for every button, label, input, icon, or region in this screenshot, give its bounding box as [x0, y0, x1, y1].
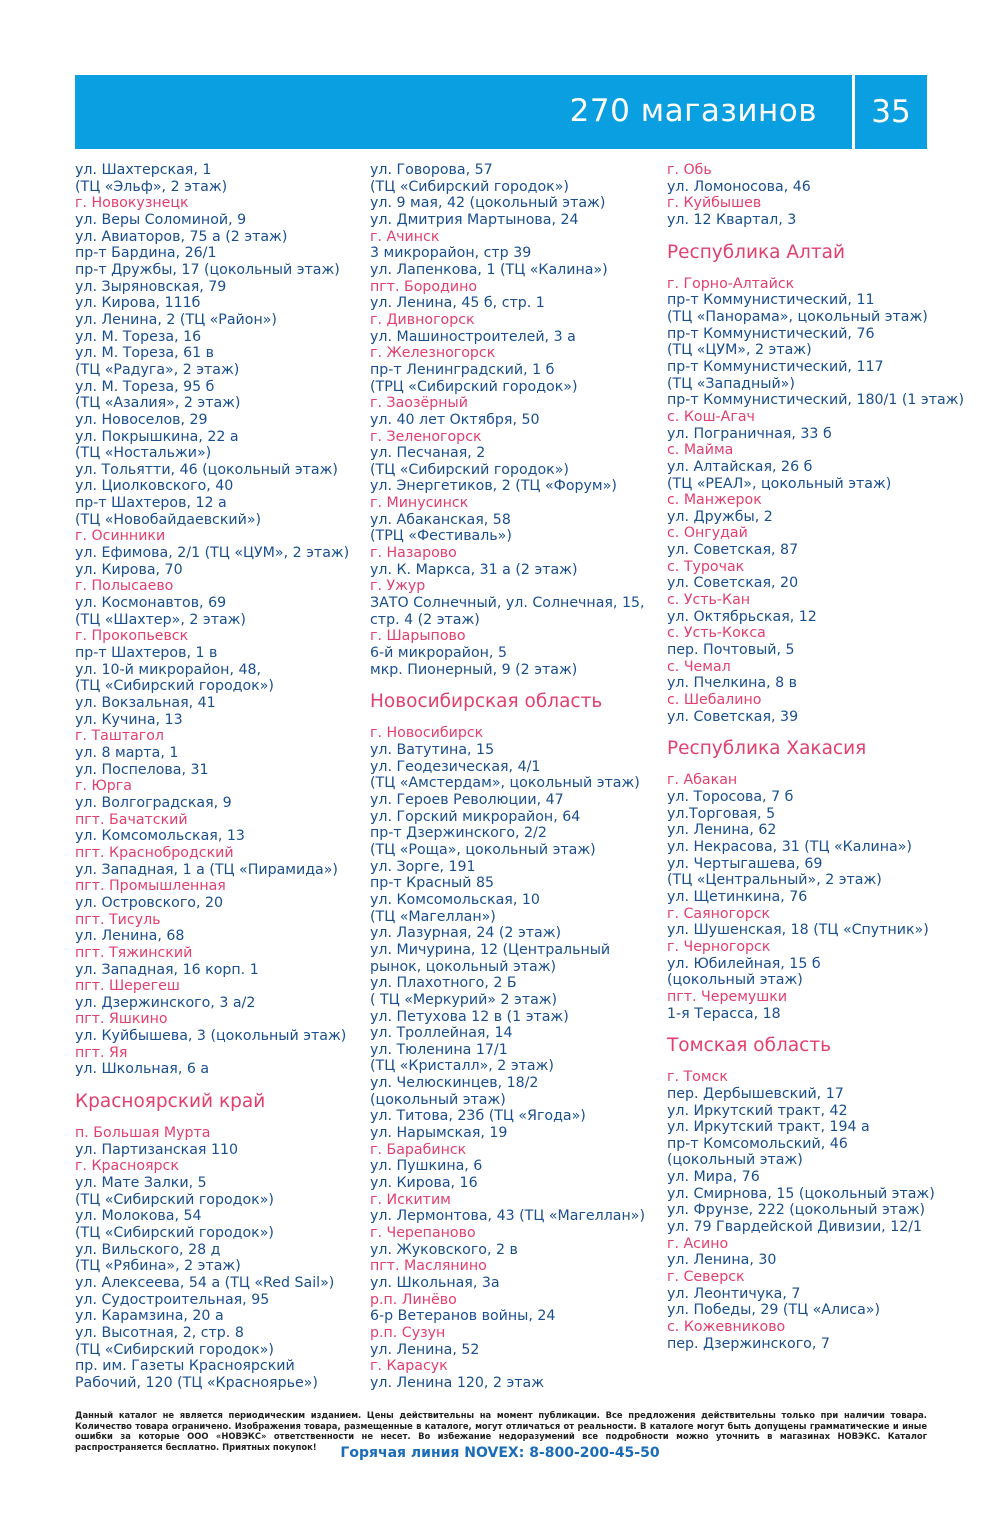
store-address: ул. Пушкина, 6	[370, 1158, 483, 1175]
store-address: ул. 10-й микрорайон, 48,	[75, 661, 262, 678]
city-name: г. Томск	[667, 1069, 728, 1086]
city-name: г. Асино	[667, 1235, 729, 1252]
store-address: ул. Партизанская 110	[75, 1141, 239, 1158]
store-address: ул. Школьная, 6 а	[75, 1061, 210, 1078]
city-name: р.п. Линёво	[370, 1291, 457, 1308]
store-address: ул. Зыряновская, 79	[75, 278, 227, 295]
store-address: (ТЦ «Ностальжи»)	[75, 445, 212, 462]
store-address: (ТЦ «ЦУМ», 2 этаж)	[667, 342, 812, 359]
region-heading: Томская область	[667, 1035, 832, 1057]
store-address: пр-т Комсомольский, 46	[667, 1135, 848, 1152]
store-address: ул. Судостроительная, 95	[75, 1291, 270, 1308]
store-address: ул. Советская, 39	[667, 708, 799, 725]
store-address: пр. им. Газеты Красноярский	[75, 1358, 295, 1375]
city-name: пгт. Промышленная	[75, 878, 226, 895]
city-name: г. Ужур	[370, 578, 426, 595]
store-address: ул. Фрунзе, 222 (цокольный этаж)	[667, 1202, 926, 1219]
store-address: (цокольный этаж)	[667, 1152, 803, 1169]
store-address: ул. 12 Квартал, 3	[667, 211, 797, 228]
store-address: (ТЦ «Сибирский городок»)	[75, 1225, 274, 1242]
city-name: г. Шарыпово	[370, 628, 466, 645]
store-address: ул. Кучина, 13	[75, 711, 183, 728]
region-heading: Республика Хакасия	[667, 738, 867, 760]
store-column-1	[75, 162, 349, 1392]
store-address: ул. Циолковского, 40	[75, 478, 234, 495]
store-address: ул. Советская, 87	[667, 542, 799, 559]
store-address: (ТЦ «Сибирский городок»)	[370, 461, 569, 478]
store-address: ул. Тольятти, 46 (цокольный этаж)	[75, 461, 338, 478]
store-address: пр-т Красный 85	[370, 875, 495, 892]
store-column-3	[667, 162, 964, 1352]
store-address: ул. Леонтичука, 7	[667, 1285, 801, 1302]
store-address: ул. Покрышкина, 22 а	[75, 428, 239, 445]
store-address: 6-р Ветеранов войны, 24	[370, 1308, 556, 1325]
store-address: ул. Ватутина, 15	[370, 742, 495, 758]
store-address: 3 микрорайон, стр 39	[370, 245, 532, 262]
city-name: г. Карасук	[370, 1358, 448, 1375]
city-name: с. Усть-Кокса	[667, 625, 766, 642]
city-name: г. Черногорск	[667, 938, 771, 955]
store-address: ул. Кирова, 16	[370, 1175, 478, 1192]
city-name: г. Куйбышев	[667, 195, 762, 212]
store-address: ул. Космонавтов, 69	[75, 595, 227, 612]
store-address: ул. Алексеева, 54 а (ТЦ «Red Sail»)	[75, 1275, 335, 1291]
city-name: г. Минусинск	[370, 495, 469, 512]
store-address: (ТЦ «Магеллан»)	[370, 908, 496, 925]
city-name: пгт. Тисуль	[75, 911, 161, 928]
store-address: ул. Тюленина 17/1	[370, 1041, 508, 1058]
store-address: ул. Смирнова, 15 (цокольный этаж)	[667, 1185, 935, 1202]
store-address: ул. Вокзальная, 41	[75, 695, 216, 711]
store-address: ул. Ленина, 62	[667, 822, 777, 839]
store-address: ул. Горский микрорайон, 64	[370, 808, 581, 825]
city-name: с. Манжерок	[667, 492, 762, 509]
store-address: ул. 8 марта, 1	[75, 744, 179, 761]
city-name: г. Прокопьевск	[75, 628, 189, 645]
store-address: ул. Волгоградская, 9	[75, 794, 232, 811]
city-name: г. Барабинск	[370, 1141, 467, 1158]
store-address: ул. Авиаторов, 75 а (2 этаж)	[75, 228, 288, 245]
store-address: ул. Школьная, 3а	[370, 1275, 500, 1291]
store-address: ( ТЦ «Меркурий» 2 этаж)	[370, 991, 558, 1008]
city-name: г. Красноярск	[75, 1158, 179, 1175]
store-address: ул. Октябрьская, 12	[667, 608, 817, 625]
store-address: (ТЦ «Центральный», 2 этаж)	[667, 872, 882, 889]
store-address: (ТЦ «Роща», цокольный этаж)	[370, 841, 596, 858]
city-name: пгт. Шерегеш	[75, 978, 180, 995]
store-address: ул. Островского, 20	[75, 894, 224, 911]
store-address: ул. 9 мая, 42 (цокольный этаж)	[370, 195, 606, 212]
store-address: ул. Петухова 12 в (1 этаж)	[370, 1008, 569, 1025]
store-address: ул. Шушенская, 18 (ТЦ «Спутник»)	[667, 922, 929, 939]
store-address: ул. Ленина, 2 (ТЦ «Район»)	[75, 311, 277, 328]
city-name: пгт. Яшкино	[75, 1011, 168, 1028]
store-address: ул. Жуковского, 2 в	[370, 1241, 518, 1258]
store-address: ул. Плахотного, 2 Б	[370, 975, 517, 992]
store-address: (ТЦ «Эльф», 2 этаж)	[75, 178, 228, 195]
store-address: Рабочий, 120 (ТЦ «Красноярье»)	[75, 1374, 318, 1391]
store-address: ул. Вильского, 28 д	[75, 1241, 221, 1258]
store-address: ул. Щетинкина, 76	[667, 888, 808, 905]
store-address: (ТЦ «Амстердам», цокольный этаж)	[370, 775, 640, 792]
city-name: г. Зеленогорск	[370, 428, 482, 445]
store-address: ул. Лазурная, 24 (2 этаж)	[370, 925, 562, 942]
city-name: пгт. Краснобродский	[75, 844, 234, 861]
city-name: г. Абакан	[667, 772, 738, 789]
store-address: ул. Комсомольская, 10	[370, 891, 540, 908]
disclaimer-text: Данный каталог не является периодическим изданием. Цены действительны на момент публикации. Все предложения действительны только при наличии товара. Количество товара ограничено. Изображения товара, размещенные в каталоге, могут отличаться от реальности. В каталоге могут быть допущены грамматические и иные ошибки за которые ООО «НОВЭКС» ответственности не несет. Во избежание недоразумений все подробности можно уточнить в магазинах НОВЭКС. Каталог распространяется бесплатно. Приятных покупок!	[75, 1410, 927, 1452]
city-name: г. Железногорск	[370, 345, 496, 362]
store-address: (цокольный этаж)	[370, 1091, 506, 1108]
store-address: пр-т Коммунистический, 76	[667, 325, 875, 342]
store-address: пер. Дербышевский, 17	[667, 1085, 844, 1102]
store-address: пр-т Шахтеров, 1 в	[75, 645, 218, 662]
store-address: ул. Челюскинцев, 18/2	[370, 1075, 539, 1092]
store-address: ул. Куйбышева, 3 (цокольный этаж)	[75, 1028, 347, 1045]
store-address: ул. Алтайская, 26 б	[667, 458, 813, 475]
city-name: г. Обь	[667, 162, 712, 178]
store-address: ул. Ленина, 30	[667, 1252, 777, 1269]
store-address: (ТЦ «Радуга», 2 этаж)	[75, 361, 240, 378]
city-name: г. Искитим	[370, 1191, 451, 1208]
store-address: (ТЦ «Шахтер», 2 этаж)	[75, 611, 246, 628]
store-address: пр-т Бардина, 26/1	[75, 245, 217, 262]
city-name: г. Заозёрный	[370, 395, 468, 412]
store-address: ул. Дмитрия Мартынова, 24	[370, 211, 579, 228]
page-number: 35	[871, 94, 911, 130]
store-address: ул. Пограничная, 33 б	[667, 425, 832, 442]
store-address: ул. М. Тореза, 16	[75, 328, 202, 345]
store-address: ул. Некрасова, 31 (ТЦ «Калина»)	[667, 838, 912, 855]
store-address: ул. К. Маркса, 31 а (2 этаж)	[370, 561, 578, 578]
city-name: пгт. Черемушки	[667, 988, 788, 1005]
store-address: ул. Ленина, 45 б, стр. 1	[370, 295, 545, 312]
store-address: пр-т Дзержинского, 2/2	[370, 825, 547, 842]
region-heading: Красноярский край	[75, 1091, 266, 1113]
store-address: ул. Лапенкова, 1 (ТЦ «Калина»)	[370, 261, 608, 278]
store-address: (ТЦ «Сибирский городок»)	[370, 178, 569, 195]
city-name: г. Осинники	[75, 528, 166, 545]
city-name: пгт. Бородино	[370, 278, 478, 295]
store-address: (ТЦ «Сибирский городок»)	[75, 678, 274, 695]
store-address: ул. Торосова, 7 б	[667, 789, 794, 805]
store-address: ул. Комсомольская, 13	[75, 828, 245, 845]
store-address: (цокольный этаж)	[667, 972, 803, 989]
store-address: пр-т Шахтеров, 12 а	[75, 495, 227, 512]
store-address: ул. Новоселов, 29	[75, 411, 208, 428]
city-name: с. Усть-Кан	[667, 592, 751, 609]
store-address: ул. 40 лет Октября, 50	[370, 411, 540, 428]
store-address: ул. Чертыгашева, 69	[667, 855, 823, 872]
store-address: рынок, цокольный этаж)	[370, 958, 557, 975]
store-address: (ТЦ «Новобайдаевский»)	[75, 511, 262, 528]
city-name: с. Кожевниково	[667, 1319, 786, 1336]
store-address: (ТЦ «Сибирский городок»)	[75, 1191, 274, 1208]
store-address: ул. Дружбы, 2	[667, 508, 773, 525]
city-name: г. Новосибирск	[370, 725, 484, 742]
store-address: ул. Песчаная, 2	[370, 445, 486, 462]
store-address: ул. Троллейная, 14	[370, 1025, 513, 1042]
store-address: ул. Говорова, 57	[370, 162, 493, 178]
store-address: ул. Геодезическая, 4/1	[370, 758, 541, 775]
store-address: ул. Дзержинского, 3 а/2	[75, 994, 256, 1011]
store-address: ул. Победы, 29 (ТЦ «Алиса»)	[667, 1302, 881, 1319]
store-address: 1-я Терасса, 18	[667, 1005, 781, 1022]
store-address: ул. Карамзина, 20 а	[75, 1308, 224, 1325]
page-header	[75, 75, 927, 149]
store-address: ул. Шахтерская, 1	[75, 162, 212, 178]
store-address: (ТЦ «РЕАЛ», цокольный этаж)	[667, 475, 892, 492]
store-address: ул. Зорге, 191	[370, 858, 476, 875]
store-address: ул. Абаканская, 58	[370, 511, 511, 528]
city-name: г. Горно-Алтайск	[667, 275, 795, 292]
store-address: пер. Дзержинского, 7	[667, 1335, 830, 1352]
store-address: ул. Ефимова, 2/1 (ТЦ «ЦУМ», 2 этаж)	[75, 545, 350, 562]
store-address: ул. Веры Соломиной, 9	[75, 211, 247, 228]
city-name: г. Таштагол	[75, 728, 164, 745]
store-address: (ТЦ «Азалия», 2 этаж)	[75, 395, 241, 412]
store-address: ул. Юбилейная, 15 б	[667, 955, 821, 972]
store-address: (ТЦ «Рябина», 2 этаж)	[75, 1258, 241, 1275]
store-address: ул. Ломоносова, 46	[667, 178, 811, 195]
city-name: г. Саяногорск	[667, 905, 771, 922]
city-name: с. Чемал	[667, 658, 731, 675]
store-address: ул. Ленина, 52	[370, 1341, 480, 1358]
store-address: пр-т Ленинградский, 1 б	[370, 361, 555, 378]
city-name: пгт. Маслянино	[370, 1258, 487, 1275]
city-name: г. Новокузнецк	[75, 195, 189, 212]
store-address: ул. Мира, 76	[667, 1169, 760, 1186]
city-name: г. Ачинск	[370, 228, 440, 245]
city-name: г. Назарово	[370, 545, 457, 562]
store-column-2	[370, 162, 645, 1392]
store-address: ул. Ленина, 68	[75, 928, 185, 945]
city-name: г. Юрга	[75, 778, 132, 795]
store-address: (ТЦ «Сибирский городок»)	[75, 1341, 274, 1358]
store-address: ЗАТО Солнечный, ул. Солнечная, 15,	[370, 595, 645, 612]
store-address: ул. Высотная, 2, стр. 8	[75, 1324, 244, 1341]
city-name: г. Дивногорск	[370, 311, 475, 328]
store-address: 6-й микрорайон, 5	[370, 645, 507, 662]
store-address: ул. Мате Залки, 5	[75, 1175, 207, 1192]
store-address: (ТЦ «Панорама», цокольный этаж)	[667, 308, 928, 325]
store-address: ул. Героев Революции, 47	[370, 791, 564, 808]
store-address: ул. Энергетиков, 2 (ТЦ «Форум»)	[370, 478, 617, 495]
store-address: пр-т Дружбы, 17 (цокольный этаж)	[75, 261, 340, 278]
store-address: ул. Машиностроителей, 3 а	[370, 328, 576, 345]
store-address: ул. Титова, 23б (ТЦ «Ягода»)	[370, 1108, 586, 1125]
store-address: ул. Кирова, 111б	[75, 295, 201, 312]
store-address: пр-т Коммунистический, 180/1 (1 этаж)	[667, 392, 964, 409]
hotline-text: Горячая линия NOVEX: 8-800-200-45-50	[340, 1445, 660, 1461]
store-address: ул. Нарымская, 19	[370, 1125, 508, 1142]
store-address: ул. М. Тореза, 61 в	[75, 345, 215, 362]
store-address: ул. Иркутский тракт, 42	[667, 1102, 848, 1119]
store-address: ул. Иркутский тракт, 194 а	[667, 1119, 870, 1136]
store-address: (ТЦ «Западный»)	[667, 375, 795, 392]
store-address: пер. Почтовый, 5	[667, 642, 795, 659]
store-address: ул. Западная, 16 корп. 1	[75, 961, 259, 978]
store-address: ул. Советская, 20	[667, 575, 799, 592]
store-address: ул. Поспелова, 31	[75, 761, 209, 778]
store-address: ул. Мичурина, 12 (Центральный	[370, 941, 611, 958]
city-name: с. Турочак	[667, 558, 745, 575]
city-name: г. Черепаново	[370, 1225, 476, 1242]
store-address: ул. Кирова, 70	[75, 561, 183, 578]
city-name: с. Кош-Агач	[667, 408, 755, 425]
city-name: г. Северск	[667, 1269, 745, 1286]
store-address: ул. Ленина 120, 2 этаж	[370, 1374, 545, 1391]
store-address: ул. М. Тореза, 95 б	[75, 378, 215, 395]
store-address: (ТРЦ «Сибирский городок»)	[370, 378, 578, 395]
store-address: ул. Западная, 1 а (ТЦ «Пирамида»)	[75, 861, 338, 878]
store-address: пр-т Коммунистический, 117	[667, 358, 884, 375]
city-name: с. Шебалино	[667, 692, 762, 709]
city-name: с. Майма	[667, 442, 734, 459]
store-address: пр-т Коммунистический, 11	[667, 292, 875, 309]
store-address: (ТЦ «Кристалл», 2 этаж)	[370, 1058, 554, 1075]
city-name: пгт. Бачатский	[75, 811, 188, 828]
city-name: п. Большая Мурта	[75, 1125, 211, 1142]
store-address: стр. 4 (2 этаж)	[370, 611, 480, 628]
city-name: пгт. Яя	[75, 1044, 128, 1061]
region-heading: Новосибирская область	[370, 691, 603, 713]
store-address: ул. Лермонтова, 43 (ТЦ «Магеллан»)	[370, 1208, 645, 1225]
store-address: ул.Торговая, 5	[667, 805, 776, 822]
page-title: 270 магазинов	[569, 93, 817, 129]
city-name: пгт. Тяжинский	[75, 944, 193, 961]
city-name: р.п. Сузун	[370, 1324, 446, 1341]
region-heading: Республика Алтай	[667, 241, 846, 263]
city-name: с. Онгудай	[667, 525, 748, 542]
city-name: г. Полысаево	[75, 578, 174, 595]
store-address: ул. Молокова, 54	[75, 1208, 202, 1225]
store-address: мкр. Пионерный, 9 (2 этаж)	[370, 661, 578, 678]
store-address: ул. 79 Гвардейской Дивизии, 12/1	[667, 1219, 923, 1236]
store-address: ул. Пчелкина, 8 в	[667, 675, 798, 692]
store-address: (ТРЦ «Фестиваль»)	[370, 528, 512, 545]
